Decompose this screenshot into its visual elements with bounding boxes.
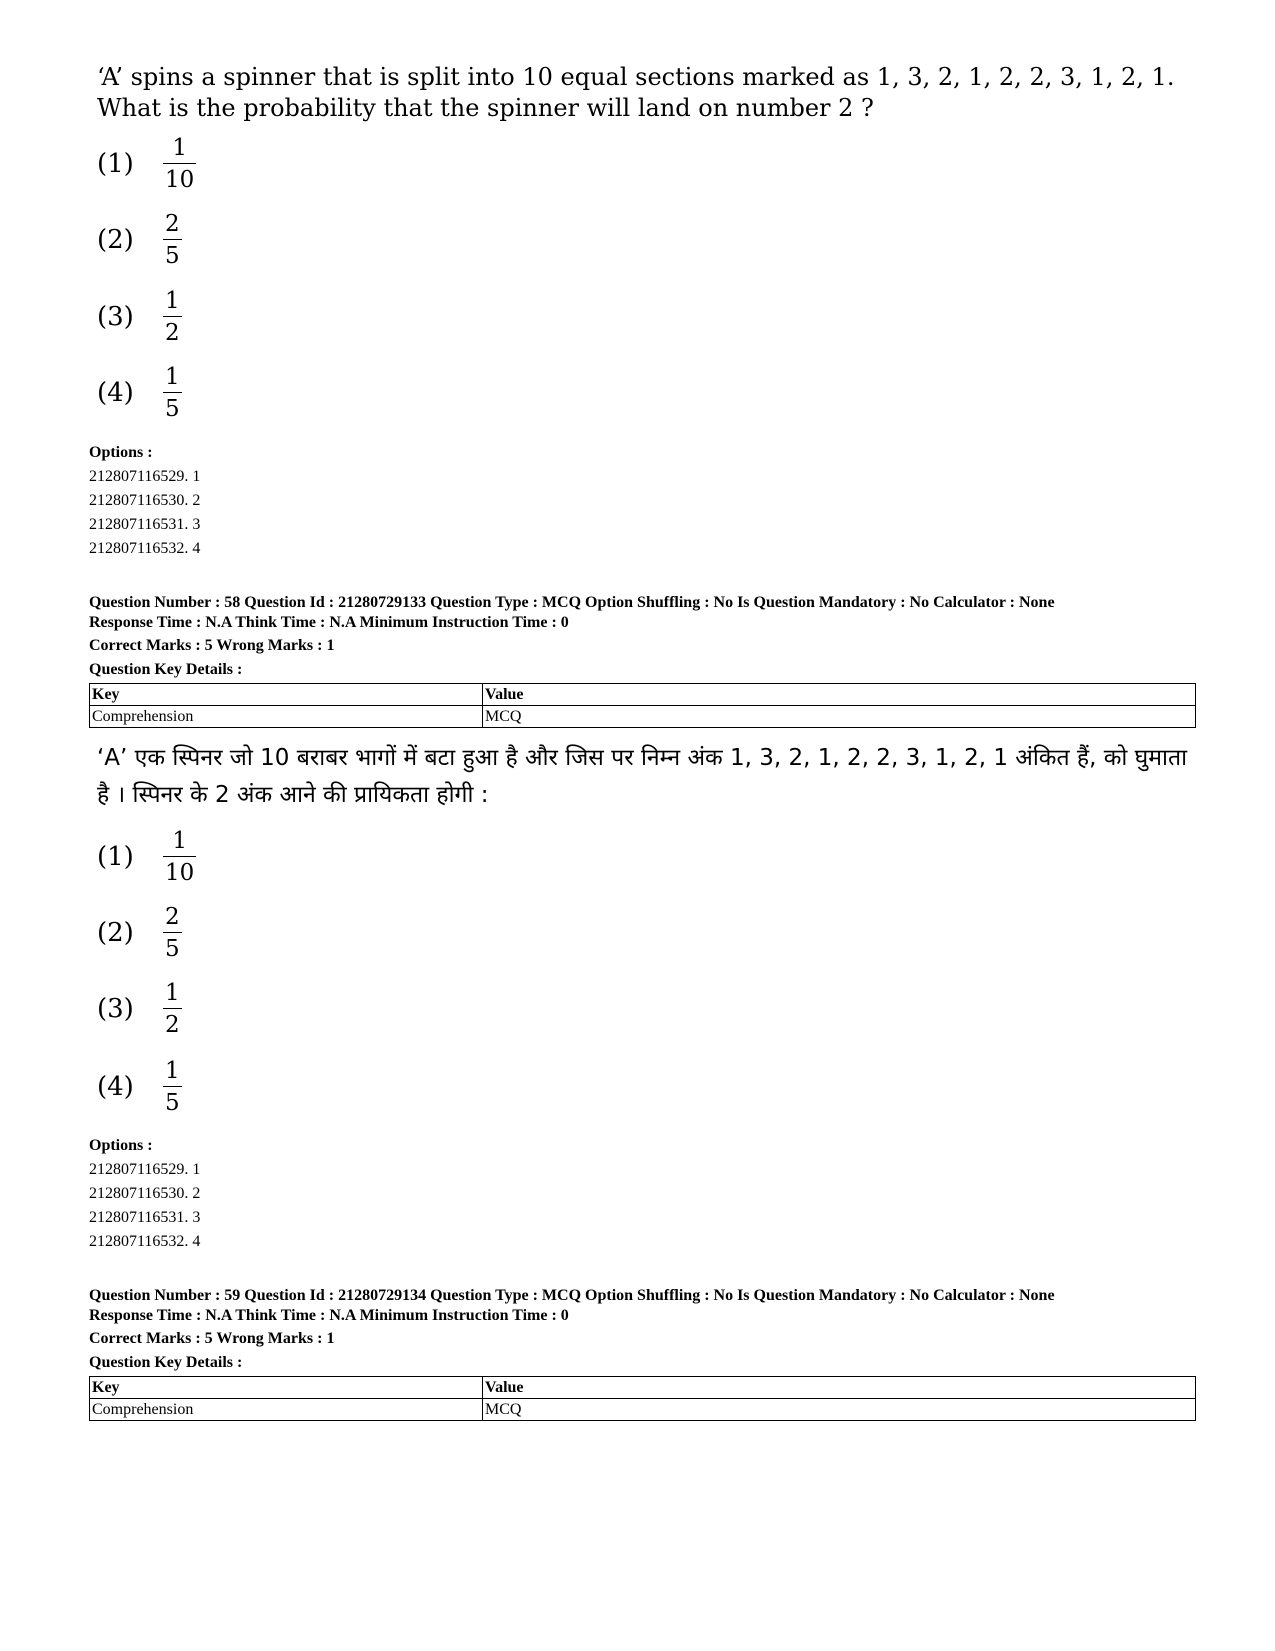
fraction-numerator: 1 [165,364,180,390]
fraction-denominator: 2 [165,1012,180,1038]
table-header-cell: Key [90,684,483,706]
fraction-numerator: 1 [165,980,180,1006]
fraction [163,363,182,423]
fraction-bar [163,239,182,240]
answer-option-1 [97,131,196,197]
answer-option-1 [97,824,196,890]
answer-label: (3) [97,302,134,332]
fraction [163,827,196,887]
fraction-numerator: 2 [165,904,180,930]
option-id-line: 212807116530. 2 [89,1185,201,1202]
answer-label: (3) [97,994,134,1024]
fraction-numerator: 1 [172,135,187,161]
fraction-denominator: 10 [165,860,195,886]
answer-label: (2) [97,225,134,255]
fraction-bar [163,392,182,393]
answer-option-3 [97,284,182,350]
question-meta-line: Response Time : N.A Think Time : N.A Minimum Instruction Time : 0 [89,1307,569,1324]
options-heading: Options : [89,444,153,461]
fraction [163,903,182,963]
answer-label: (4) [97,1072,134,1102]
table-header-row [90,684,1196,706]
question-meta-line: Question Number : 58 Question Id : 21280729133 Question Type : MCQ Option Shuffling : No Is Question Mandatory : No Calculator : None [89,594,1055,611]
answer-option-4 [97,360,182,426]
question-marks: Correct Marks : 5 Wrong Marks : 1 [89,1330,335,1347]
table-header-cell: Value [483,1377,1196,1399]
fraction-bar [163,316,182,317]
question-marks: Correct Marks : 5 Wrong Marks : 1 [89,637,335,654]
key-details-heading: Question Key Details : [89,661,243,678]
fraction [163,979,182,1039]
answer-option-2 [97,900,182,966]
fraction-denominator: 10 [165,167,195,193]
table-row [90,706,1196,728]
key-details-heading: Question Key Details : [89,1354,243,1371]
answer-option-4 [97,1054,182,1120]
fraction-denominator: 5 [165,1090,180,1116]
fraction [163,287,182,347]
fraction-denominator: 5 [165,396,180,422]
table-cell: Comprehension [90,1399,483,1421]
fraction-bar [163,932,182,933]
table-header-cell: Key [90,1377,483,1399]
option-id-line: 212807116532. 4 [89,540,201,557]
fraction [163,1057,182,1117]
answer-label: (2) [97,918,134,948]
question-text-hindi [97,740,1207,814]
fraction-numerator: 1 [165,288,180,314]
fraction-bar [163,1008,182,1009]
table-cell: MCQ [483,706,1196,728]
fraction-bar [163,1086,182,1087]
fraction-denominator: 5 [165,936,180,962]
fraction-bar [163,163,196,164]
key-details-table [89,683,1196,728]
question-meta-line: Response Time : N.A Think Time : N.A Minimum Instruction Time : 0 [89,614,569,631]
option-id-line: 212807116529. 1 [89,468,201,485]
answer-option-2 [97,207,182,273]
table-header-row [90,1377,1196,1399]
fraction [163,134,196,194]
question-text-line: है । स्पिनर के 2 अंक आने की प्रायिकता होगी : [97,782,489,808]
question-text-line: ‘A’ एक स्पिनर जो 10 बराबर भागों में बटा हुआ है और जिस पर निम्न अंक 1, 3, 2, 1, 2, 2, 3, 1, 2, 1 अंकित हैं, को घुमाता [97,745,1188,771]
options-heading: Options : [89,1137,153,1154]
table-cell: Comprehension [90,706,483,728]
fraction-numerator: 2 [165,211,180,237]
question-meta-line: Question Number : 59 Question Id : 21280729134 Question Type : MCQ Option Shuffling : No Is Question Mandatory : No Calculator : None [89,1287,1055,1304]
answer-label: (1) [97,149,134,179]
table-cell: MCQ [483,1399,1196,1421]
fraction-numerator: 1 [172,828,187,854]
option-id-line: 212807116531. 3 [89,1209,201,1226]
option-id-line: 212807116529. 1 [89,1161,201,1178]
option-id-line: 212807116532. 4 [89,1233,201,1250]
answer-label: (1) [97,842,134,872]
key-details-table [89,1376,1196,1421]
option-id-line: 212807116530. 2 [89,492,201,509]
fraction-denominator: 5 [165,243,180,269]
answer-option-3 [97,976,182,1042]
table-row [90,1399,1196,1421]
answer-label: (4) [97,378,134,408]
fraction-numerator: 1 [165,1058,180,1084]
option-id-line: 212807116531. 3 [89,516,201,533]
fraction [163,210,182,270]
fraction-bar [163,856,196,857]
table-header-cell: Value [483,684,1196,706]
question-text: ‘A’ spins a spinner that is split into 10 equal sections marked as 1, 3, 2, 1, 2, 2, 3, 1, 2, 1. What is the probability that the spinner will land on number 2 ? [97,63,1175,122]
fraction-denominator: 2 [165,320,180,346]
